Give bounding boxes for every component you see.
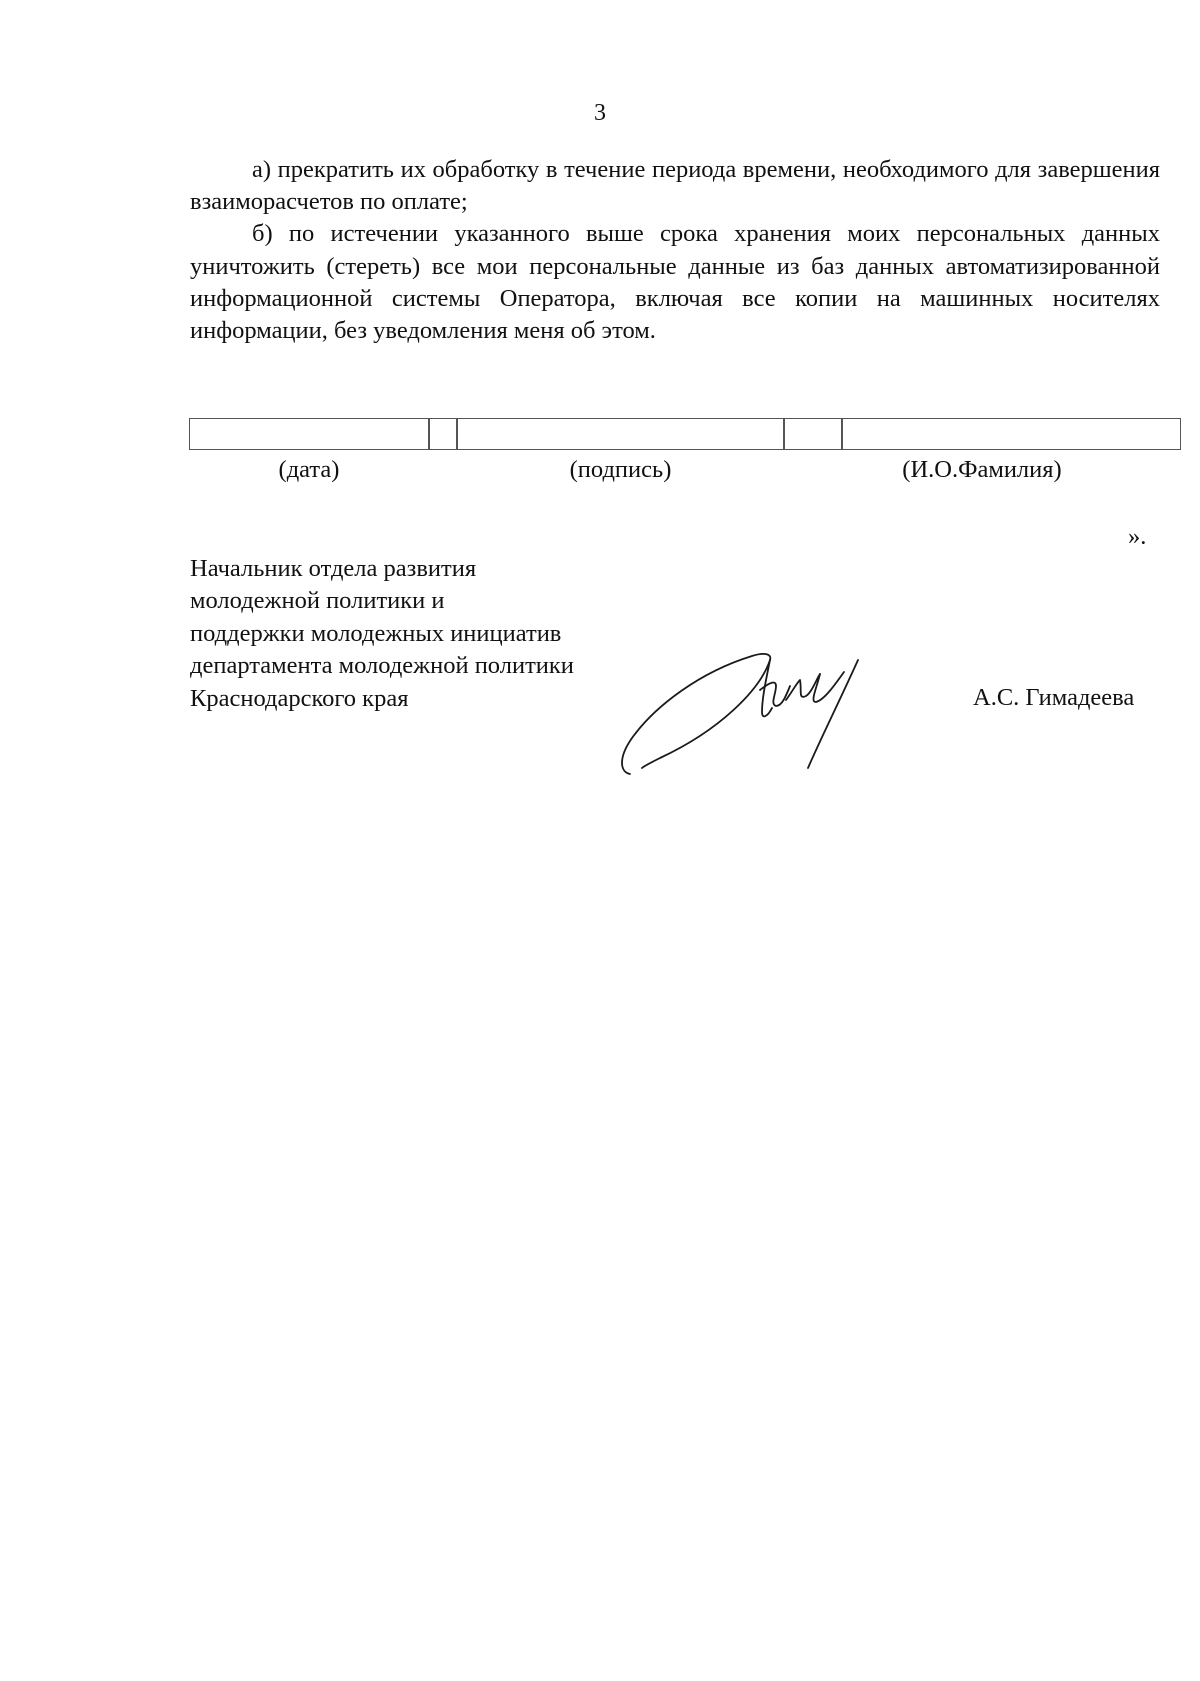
position-line: департамента молодежной политики bbox=[190, 652, 574, 680]
signer-name: А.С. Гимадеева bbox=[973, 684, 1135, 711]
paragraph-a: а) прекратить их обработку в течение периода времени, необходимого для завершения взаиморасчетов по оплате; bbox=[190, 156, 1160, 216]
signature-caption: (подпись) bbox=[569, 456, 672, 483]
spacer-field-1 bbox=[429, 418, 457, 450]
spacer-field-2 bbox=[784, 418, 842, 450]
position-line: молодежной политики и bbox=[190, 587, 445, 615]
handwritten-signature bbox=[620, 650, 890, 780]
closing-quote: ». bbox=[1128, 523, 1147, 550]
signature-table bbox=[189, 418, 1181, 452]
signature-field[interactable] bbox=[457, 418, 784, 450]
position-line: Краснодарского края bbox=[190, 684, 409, 712]
position-line: Начальник отдела развития bbox=[190, 555, 477, 582]
position-block bbox=[190, 553, 574, 715]
date-caption: (дата) bbox=[278, 456, 340, 483]
position-line: поддержки молодежных инициатив bbox=[190, 619, 562, 647]
date-field[interactable] bbox=[189, 418, 429, 450]
paragraph-b: б) по истечении указанного выше срока хранения моих персональных данных уничтожить (стереть) все мои персональные данные из баз данных автоматизированной информационной системы Оператора, включая все копии на машинных носителях информации, без уведомления меня об этом. bbox=[190, 220, 1160, 345]
page-number: 3 bbox=[594, 100, 606, 126]
name-caption: (И.О.Фамилия) bbox=[902, 456, 1062, 483]
name-field[interactable] bbox=[842, 418, 1181, 450]
body-text bbox=[190, 154, 1160, 347]
